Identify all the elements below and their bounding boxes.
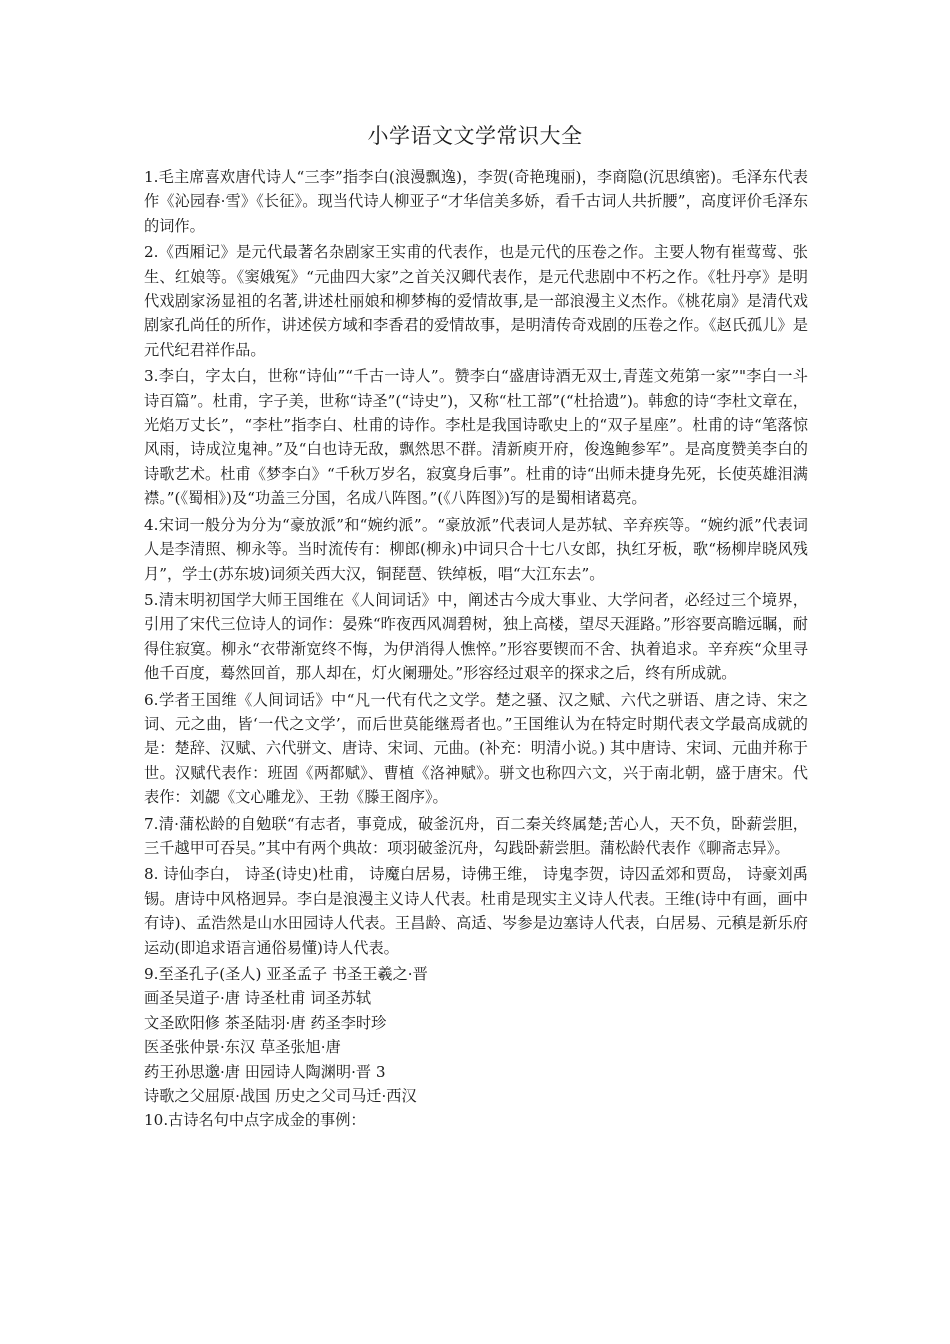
paragraph-7: 7.清·蒲松龄的自勉联“有志者，事竟成，破釜沉舟，百二秦关终属楚;苦心人，天不负，卧薪尝胆，三千越甲可吞吴。”其中有两个典故：项羽破釜沉舟，勾践卧薪尝胆。蒲松龄代表作《聊斋志异》。: [144, 814, 808, 857]
list-line-6: 诗歌之父屈原·战国 历史之父司马迁·西汉: [144, 1087, 417, 1106]
list-line-2: 画圣吴道子·唐 诗圣杜甫 词圣苏轼: [144, 989, 372, 1008]
document-body: [144, 165, 808, 1133]
document-title: 小学语文文学常识大全: [367, 124, 583, 148]
paragraph-1: 1.毛主席喜欢唐代诗人“三李”指李白(浪漫飘逸)，李贺(奇艳瑰丽)，李商隐(沉思缜密)。毛泽东代表作《沁园春·雪》《长征》。现当代诗人柳亚子“才华信美多娇，看千古词人共折腰”，高度评价毛泽东的词作。: [144, 168, 808, 235]
list-line-7: 10.古诗名句中点字成金的事例：: [144, 1111, 366, 1130]
paragraph-2: 2.《西厢记》是元代最著名杂剧家王实甫的代表作，也是元代的压卷之作。主要人物有崔莺莺、张生、红娘等。《窦娥冤》“元曲四大家”之首关汉卿代表作，是元代悲剧中不朽之作。《牡丹亭》是明代戏剧家汤显祖的名著,讲述杜丽娘和柳梦梅的爱情故事,是一部浪漫主义杰作。《桃花扇》是清代戏剧家孔尚任的所作，讲述侯方域和李香君的爱情故事，是明清传奇戏剧的压卷之作。《赵氏孤儿》是元代纪君祥作品。: [144, 243, 808, 359]
list-line-5: 药王孙思邈·唐 田园诗人陶渊明·晋 3: [144, 1062, 386, 1081]
paragraph-6: 6.学者王国维《人间词话》中“凡一代有代之文学。楚之骚、汉之赋、六代之骈语、唐之诗、宋之词、元之曲，皆‘一代之文学’，而后世莫能继焉者也。”王国维认为在特定时期代表文学最高成就的是：楚辞、汉赋、六代骈文、唐诗、宋词、元曲。(补充：明清小说。) 其中唐诗、宋词、元曲并称于世。汉赋代表作：班固《两都赋》、曹植《洛神赋》。骈文也称四六文，兴于南北朝，盛于唐宋。代表作：刘勰《文心雕龙》、王勃《滕王阁序》。: [144, 690, 808, 807]
paragraph-4: 4.宋词一般分为分为“豪放派”和“婉约派”。“豪放派”代表词人是苏轼、辛弃疾等。“婉约派”代表词人是李清照、柳永等。当时流传有：柳郎(柳永)中词只合十七八女郎，执红牙板，歌“杨柳岸晓风残月”，学士(苏东坡)词须关西大汉，铜琵琶、铁绰板，唱“大江东去”。: [144, 515, 808, 583]
paragraph-5: 5.清末明初国学大师王国维在《人间词话》中，阐述古今成大事业、大学问者，必经过三个境界，引用了宋代三位诗人的词作：晏殊“昨夜西风凋碧树，独上高楼，望尽天涯路。”形容要高瞻远瞩，耐得住寂寞。柳永“衣带渐宽终不悔，为伊消得人憔悴。”形容要锲而不舍、执着追求。辛弃疾“众里寻他千百度，蓦然回首，那人却在，灯火阑珊处。”形容经过艰辛的探求之后，终有所成就。: [144, 590, 808, 683]
list-line-4: 医圣张仲景·东汉 草圣张旭·唐: [144, 1038, 341, 1057]
list-line-1: 9.至圣孔子(圣人) 亚圣孟子 书圣王羲之·晋: [144, 965, 428, 983]
paragraph-8: 8. 诗仙李白， 诗圣(诗史)杜甫， 诗魔白居易，诗佛王维， 诗鬼李贺，诗囚孟郊和贾岛， 诗豪刘禹锡。唐诗中风格迥异。李白是浪漫主义诗人代表。杜甫是现实主义诗人代表。王维(诗中有画，画中有诗)、孟浩然是山水田园诗人代表。王昌龄、高适、岑参是边塞诗人代表，白居易、元稹是新乐府运动(即追求语言通俗易懂)诗人代表。: [144, 865, 808, 957]
list-line-3: 文圣欧阳修 茶圣陆羽·唐 药圣李时珍: [144, 1013, 387, 1032]
paragraph-3: 3.李白，字太白，世称“诗仙”“千古一诗人”。赞李白“盛唐诗酒无双士,青莲文苑第一家”"李白一斗诗百篇”。杜甫，字子美，世称“诗圣”(“诗史”)，又称“杜工部”(“杜拾遗”)。韩愈的诗“李杜文章在，光焰万丈长”，“李杜”指李白、杜甫的诗作。李杜是我国诗歌史上的“双子星座”。杜甫的诗“笔落惊风雨，诗成泣鬼神。”及“白也诗无敌，飘然思不群。清新庾开府，俊逸鲍参军”。是高度赞美李白的诗歌艺术。杜甫《梦李白》“千秋万岁名，寂寞身后事”。杜甫的诗“出师未捷身先死，长使英雄泪满襟。”(《蜀相》)及“功盖三分国，名成八阵图。”(《八阵图》)写的是蜀相诸葛亮。: [144, 367, 808, 508]
